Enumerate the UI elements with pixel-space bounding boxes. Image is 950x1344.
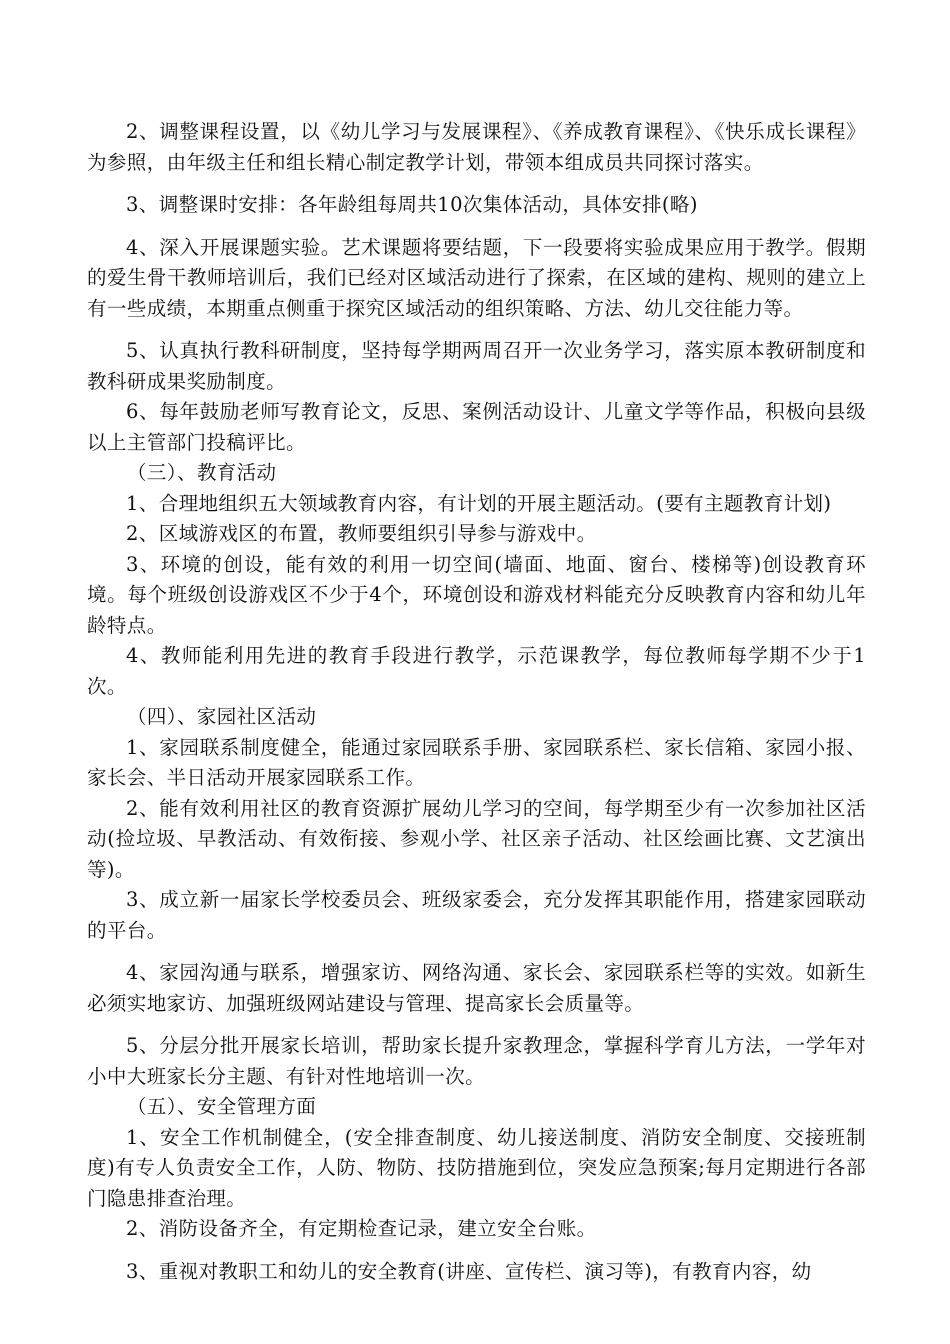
section-heading-safety: （五）、安全管理方面	[127, 1095, 317, 1118]
paragraph-curriculum: 2、调整课程设置，以《幼儿学习与发展课程》、《养成教育课程》、《快乐成长课程》为参照，由年级主任和组长精心制定教学计划，带领本组成员共同探讨落实。	[87, 120, 866, 174]
paragraph-home-contact: 1、家园联系制度健全，能通过家园联系手册、家园联系栏、家长信箱、家园小报、家长会、半日活动开展家园联系工作。	[87, 735, 866, 789]
paragraph-parent-committee: 3、成立新一届家长学校委员会、班级家委会，充分发挥其职能作用，搭建家园联动的平台。	[87, 888, 866, 942]
paragraph-five-domains: 1、合理地组织五大领域教育内容，有计划的开展主题活动。(要有主题教育计划)	[126, 491, 832, 515]
paragraph-teaching-methods: 4、教师能利用先进的教育手段进行教学，示范课教学，每位教师每学期不少于1次。	[87, 644, 866, 698]
section-heading-education-activities: （三）、教育活动	[127, 461, 277, 484]
paragraph-safety-education: 3、重视对教职工和幼儿的安全教育(讲座、宣传栏、演习等)，有教育内容，幼	[126, 1259, 812, 1283]
paragraph-safety-mechanism: 1、安全工作机制健全，(安全排查制度、幼儿接送制度、消防安全制度、交接班制度)有专人负责安全工作，人防、物防、技防措施到位，突发应急预案;每月定期进行各部门隐患排查治理。	[87, 1125, 866, 1210]
section-heading-family-community: （四）、家园社区活动	[127, 705, 317, 728]
paragraph-parent-training: 5、分层分批开展家长培训，帮助家长提升家教理念，掌握科学育儿方法，一学年对小中大班家长分主题、有针对性地培训一次。	[87, 1034, 866, 1088]
paragraph-research-system: 5、认真执行教科研制度，坚持每学期两周召开一次业务学习，落实原本教研制度和教科研成果奖励制度。	[87, 339, 866, 393]
paragraph-research-project: 4、深入开展课题实验。艺术课题将要结题，下一段要将实验成果应用于教学。假期的爱生骨干教师培训后，我们已经对区域活动进行了探索，在区域的建构、规则的建立上有一些成绩，本期重点侧重于探究区域活动的组织策略、方法、幼儿交往能力等。	[87, 235, 866, 320]
paragraph-essays: 6、每年鼓励老师写教育论文，反思、案例活动设计、儿童文学等作品，积极向县级以上主管部门投稿评比。	[87, 400, 866, 454]
paragraph-class-hours: 3、调整课时安排：各年龄组每周共10次集体活动，具体安排(略)	[126, 193, 698, 216]
paragraph-play-areas: 2、区域游戏区的布置，教师要组织引导参与游戏中。	[126, 522, 597, 545]
paragraph-community-resources: 2、能有效利用社区的教育资源扩展幼儿学习的空间，每学期至少有一次参加社区活动(捡垃圾、早教活动、有效衔接、参观小学、社区亲子活动、社区绘画比赛、文艺演出等)。	[87, 796, 866, 881]
paragraph-home-communication: 4、家园沟通与联系，增强家访、网络沟通、家长会、家园联系栏等的实效。如新生必须实地家访、加强班级网站建设与管理、提高家长会质量等。	[87, 961, 866, 1015]
paragraph-fire-equipment: 2、消防设备齐全，有定期检查记录，建立安全台账。	[126, 1217, 597, 1240]
paragraph-environment: 3、环境的创设，能有效的利用一切空间(墙面、地面、窗台、楼梯等)创设教育环境。每个班级创设游戏区不少于4个，环境创设和游戏材料能充分反映教育内容和幼儿年龄特点。	[87, 552, 866, 637]
